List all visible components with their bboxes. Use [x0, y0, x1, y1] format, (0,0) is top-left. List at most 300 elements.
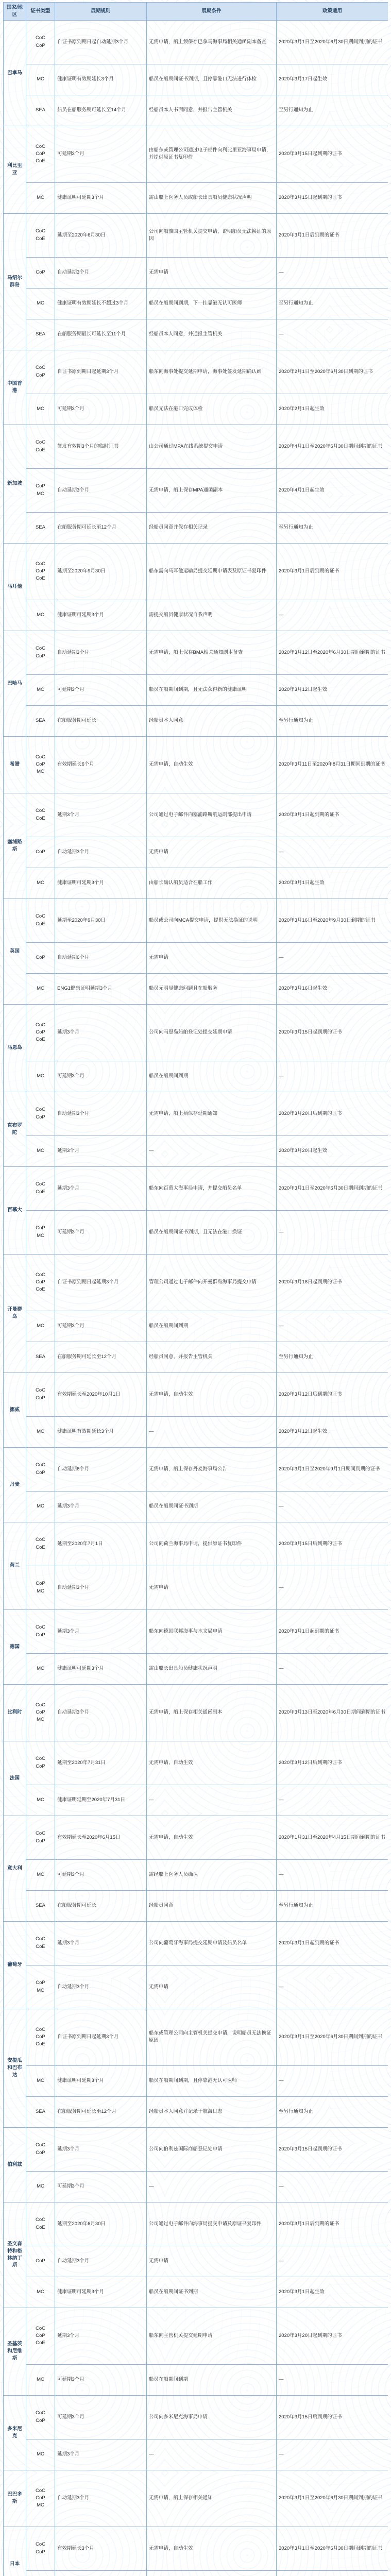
table-row [4, 468, 388, 512]
cert-type-cell [26, 631, 55, 674]
condition-cell: 无需申请，船上保存丹麦海事局公告 [147, 1447, 277, 1491]
header-condition: 展期条件 [147, 3, 277, 21]
table-row [4, 2308, 388, 2364]
table-row [4, 1653, 388, 1684]
condition-cell: 无需申请，船上须保存巴拿马海事局相关通函副本备查 [147, 20, 277, 64]
rule-cell: 健康证明有效期延长3个月 [55, 1416, 147, 1447]
condition-cell: 船员在船期间证书到期 [147, 2277, 277, 2308]
table-row [4, 1859, 388, 1890]
table-row [4, 1061, 388, 1092]
rule-cell: 可延期3个月 [55, 394, 147, 425]
table-row [4, 1447, 388, 1491]
condition-cell: 船员无明显健康问题且在船服务 [147, 973, 277, 1004]
policy-cell: 2020年3月16日至2020年9月30日到期的证书 [277, 899, 388, 942]
rule-cell: 可延期3个月 [55, 126, 147, 182]
cert-type-cell [26, 182, 55, 213]
policy-cell: — [277, 1311, 388, 1342]
cert-type: SEA [35, 2108, 45, 2114]
table-row [4, 2527, 388, 2570]
rule-cell: 健康证明延期至2020年7月31日 [55, 1785, 147, 1816]
table-row [4, 2277, 388, 2308]
table-row [4, 257, 388, 288]
condition-cell: 公司向荷兰海事局申请，提供原证书复印件 [147, 1522, 277, 1566]
cert-type: MC [37, 1717, 44, 1723]
cert-type: MC [37, 1871, 44, 1877]
condition-cell: 公司向船旗国主管机关提交申请，说明船员无法换证的原因 [147, 213, 277, 257]
cert-type: CoP [36, 954, 45, 960]
rule-cell: 在船服务期可延长 [55, 1890, 147, 1921]
cert-type-cell [26, 2527, 55, 2570]
rule-cell: 自动延期6个月 [55, 942, 147, 973]
condition-cell: 船员或公司向MCA提交申请，提供无法换证的说明 [147, 899, 277, 942]
table-row [4, 2246, 388, 2277]
cert-type: CoP [36, 1029, 45, 1035]
cert-type: CoP [36, 269, 45, 275]
cert-type-cell [26, 350, 55, 394]
cert-type-cell [26, 1254, 55, 1311]
rule-cell: 延期3个月 [55, 2308, 147, 2364]
rule-cell: 健康证明可延期3个月 [55, 2277, 147, 2308]
condition-cell: 船东或管理公司向主管机关提交申请，说明船员无法换证原因 [147, 2009, 277, 2065]
condition-cell: 公司通过电子邮件向塞浦路斯航运副部提出申请 [147, 793, 277, 837]
cert-type: CoP [36, 849, 45, 855]
table-row [4, 95, 388, 126]
policy-cell: — [277, 1061, 388, 1092]
rule-cell: 可延期3个月 [55, 1061, 147, 1092]
cert-type: CoE [36, 2041, 45, 2047]
cert-type: CoC [35, 1756, 45, 1762]
condition-cell [147, 2570, 277, 2576]
cert-type: CoC [35, 1272, 45, 1278]
policy-cell: — [277, 2171, 388, 2202]
cert-type: CoC [35, 35, 45, 41]
condition-cell: 由船长确认船员适合在船工作 [147, 868, 277, 899]
cert-type-cell [26, 1684, 55, 1741]
rule-cell: 延期3个月 [55, 1491, 147, 1522]
table-row [4, 736, 388, 793]
condition-cell: 船员在船期间到期 [147, 1061, 277, 1092]
policy-cell: — [277, 1859, 388, 1890]
cert-type-cell [26, 973, 55, 1004]
cert-type-cell [26, 126, 55, 182]
table-row [4, 543, 388, 600]
rule-cell: 健康证明可延期3个月 [55, 182, 147, 213]
rule-cell: 可延期3个月 [55, 2395, 147, 2439]
cert-type: CoC [35, 754, 45, 760]
condition-cell: 无需申请，船上保存相关通知 [147, 2470, 277, 2527]
cert-type-cell [26, 2246, 55, 2277]
condition-cell: 无需申请 [147, 257, 277, 288]
table-row [4, 1372, 388, 1416]
cert-type: CoP [36, 2258, 45, 2264]
rule-cell: 延期至2020年6月30日 [55, 213, 147, 257]
cert-type: MC [37, 2376, 44, 2382]
cert-type: SEA [35, 331, 45, 337]
country-cell: 葡萄牙 [4, 1921, 26, 2009]
condition-cell: 无需申请，船上保存相关通函副本 [147, 1684, 277, 1741]
table-row [4, 182, 388, 213]
table-row [4, 705, 388, 736]
cert-type-cell [26, 600, 55, 631]
rule-cell: 延期至2020年7月1日 [55, 1522, 147, 1566]
cert-type: CoE [36, 1037, 45, 1043]
condition-cell: 无需申请，自动生效 [147, 2527, 277, 2570]
cert-type-cell [26, 1859, 55, 1890]
cert-type-cell [26, 868, 55, 899]
rule-cell: 自动延期3个月 [55, 1965, 147, 2009]
cert-type-cell [26, 1136, 55, 1166]
table-row [4, 1890, 388, 1921]
table-row [4, 1816, 388, 1859]
condition-cell: 无需申请，船上保存MPA通函副本 [147, 468, 277, 512]
rule-cell: 自动延期3个月 [55, 257, 147, 288]
cert-type: CoC [35, 439, 45, 446]
country-cell: 法国 [4, 1741, 26, 1816]
rule-cell: 延期3个月 [55, 1921, 147, 1965]
cert-type-cell [26, 2277, 55, 2308]
condition-cell: 无需申请 [147, 1965, 277, 2009]
cert-type-cell [26, 1061, 55, 1092]
cert-type: MC [37, 1323, 44, 1329]
policy-cell: 2020年3月1日至2020年6月30日期间到期的证书 [277, 2009, 388, 2065]
cert-type: CoP [36, 761, 45, 767]
cert-type: MC [37, 194, 44, 200]
country-cell: 圣文森特和格林纳丁斯 [4, 2202, 26, 2308]
rule-cell: 自证书原到期日起延期3个月 [55, 1254, 147, 1311]
condition-cell: 船员在船期间到期，下一挂靠港无认可医师 [147, 288, 277, 319]
policy-cell: 2020年3月1日起生效 [277, 2277, 388, 2308]
condition-cell: 无需申请，自动生效 [147, 1816, 277, 1859]
cert-type: CoC [35, 913, 45, 920]
rule-cell: 健康证明有效期延长3个月 [55, 64, 147, 95]
table-row [4, 1684, 388, 1741]
table-row [4, 1136, 388, 1166]
cert-type: MC [37, 2289, 44, 2295]
condition-cell: 需经船上医务人员确认 [147, 1859, 277, 1890]
rule-cell: 健康证明可延期3个月 [55, 868, 147, 899]
table-row [4, 2439, 388, 2470]
country-cell: 新加坡 [4, 425, 26, 543]
condition-cell: 公司向伯利兹国际商船登记处申请 [147, 2127, 277, 2171]
cert-type: CoP [36, 2033, 45, 2040]
rule-cell: 自动延期3个月 [55, 2470, 147, 2527]
cert-type: MC [37, 686, 44, 692]
cert-type-cell [26, 288, 55, 319]
rule-cell: 在船服务期可延长至12个月 [55, 2096, 147, 2127]
cert-type: MC [37, 1232, 44, 1239]
table-row [4, 425, 388, 468]
cert-type-cell [26, 2171, 55, 2202]
cert-type-cell [26, 2127, 55, 2171]
rule-cell: 签发有效期3个月的临时证书 [55, 425, 147, 468]
condition-cell: 公司向葡萄牙海事局提交延期申请及船员名单 [147, 1921, 277, 1965]
policy-cell: — [277, 257, 388, 288]
country-cell: 巴哈马 [4, 631, 26, 736]
country-cell: 挪威 [4, 1372, 26, 1447]
cert-type: CoE [36, 1943, 45, 1950]
policy-cell: 2020年3月20日后到期的证书 [277, 1092, 388, 1136]
cert-type: CoE [36, 158, 45, 164]
cert-type-cell [26, 1609, 55, 1653]
cert-type: CoC [35, 1936, 45, 1942]
cert-type-cell [26, 1004, 55, 1061]
condition-cell: 经船员本人书面同意，并报告主管机关 [147, 95, 277, 126]
country-cell: 百慕大 [4, 1166, 26, 1254]
cert-type-cell [26, 319, 55, 350]
table-row [4, 1566, 388, 1609]
rule-cell [55, 2570, 147, 2576]
rule-cell: 自动延期3个月 [55, 1566, 147, 1609]
condition-cell: — [147, 2171, 277, 2202]
rule-cell: 健康证明可延期3个月 [55, 600, 147, 631]
header-rule: 展期规则 [55, 3, 147, 21]
rule-cell: 健康证明可延期3个月 [55, 2065, 147, 2096]
cert-type: CoE [36, 235, 45, 242]
cert-type: MC [37, 769, 44, 775]
rule-cell: 自证书原到期日起延期3个月 [55, 350, 147, 394]
rule-cell: 延期至2020年9月30日 [55, 543, 147, 600]
table-row [4, 64, 388, 95]
cert-type: CoC [35, 1462, 45, 1468]
policy-cell: 2020年3月1日至2020年9月1日期间到期的证书 [277, 1447, 388, 1491]
cert-type: CoC [35, 1181, 45, 1188]
condition-cell: 需由船长出具船员健康状况声明 [147, 1653, 277, 1684]
cert-type-cell [26, 257, 55, 288]
condition-cell: 公司通过电子邮件向海事局提交申请及原证书复印件 [147, 2202, 277, 2246]
cert-type: CoC [35, 2487, 45, 2494]
cert-type: MC [37, 2451, 44, 2457]
header-country: 国家/地区 [4, 3, 26, 21]
table-row [4, 2096, 388, 2127]
policy-cell: — [277, 1965, 388, 2009]
condition-cell: 经船员本人同意 [147, 705, 277, 736]
cert-type: CoC [35, 1387, 45, 1394]
cert-type: MC [37, 300, 44, 306]
header-cert-type: 证书类型 [26, 3, 55, 21]
table-row [4, 674, 388, 705]
cert-type: CoE [36, 575, 45, 582]
rule-cell: 延期至2020年7月31日 [55, 1741, 147, 1785]
cert-type: CoE [36, 921, 45, 927]
cert-type-cell [26, 1372, 55, 1416]
cert-type: MC [37, 1797, 44, 1803]
rule-cell: 自证书原到期日起延期3个月 [55, 2009, 147, 2065]
country-cell: 英国 [4, 899, 26, 1004]
cert-type: CoE [36, 1189, 45, 1195]
condition-cell: 船东向主管机关提交延期申请 [147, 2308, 277, 2364]
table-row [4, 2009, 388, 2065]
policy-cell: 2020年4月1日起生效 [277, 468, 388, 512]
condition-cell: — [147, 2439, 277, 2470]
policy-cell: — [277, 2246, 388, 2277]
rule-cell: 自动延期3个月 [55, 2246, 147, 2277]
cert-type-cell [26, 1092, 55, 1136]
policy-cell: 2020年3月12日起生效 [277, 674, 388, 705]
cert-type-cell [26, 1653, 55, 1684]
cert-type: SEA [35, 1353, 45, 1360]
country-cell: 安提瓜和巴布达 [4, 2009, 26, 2127]
condition-cell: 公司向多米尼克海事局申请 [147, 2395, 277, 2439]
cert-type: CoP [36, 2332, 45, 2338]
policy-cell: 2020年3月1日至2020年6月30日期间到期的证书 [277, 2527, 388, 2570]
condition-cell: 船东向海事处提交延期申请，海事处签发延期确认函 [147, 350, 277, 394]
policy-cell: 2020年3月15日起到期的证书 [277, 1004, 388, 1061]
cert-type: CoC [35, 561, 45, 567]
cert-type: CoE [36, 447, 45, 453]
policy-cell: 至另行通知为止 [277, 1342, 388, 1372]
cert-type: CoP [36, 1225, 45, 1231]
condition-cell: 需提交船员健康状况自我声明 [147, 600, 277, 631]
policy-cell: 至另行通知为止 [277, 2096, 388, 2127]
cert-type: CoC [35, 2325, 45, 2331]
table-row [4, 1785, 388, 1816]
cert-type: CoC [35, 2217, 45, 2223]
condition-cell: — [147, 1416, 277, 1447]
policy-cell: 2020年2月1日起生效 [277, 394, 388, 425]
policy-cell: 2020年3月1日至2020年6月30日期间到期的证书 [277, 20, 388, 64]
country-cell: 中国香港 [4, 350, 26, 425]
cert-type-cell [26, 64, 55, 95]
cert-type: CoE [36, 1544, 45, 1550]
cert-type: CoP [36, 150, 45, 157]
rule-cell: 自动延期3个月 [55, 1092, 147, 1136]
cert-type: CoP [36, 2149, 45, 2156]
rule-cell: 可延期3个月 [55, 2364, 147, 2395]
cert-type-cell [26, 1342, 55, 1372]
cert-type: CoE [36, 815, 45, 821]
table-row [4, 973, 388, 1004]
cert-type-cell [26, 2439, 55, 2470]
condition-cell: 无需申请 [147, 837, 277, 868]
condition-cell: 无需申请 [147, 942, 277, 973]
policy-cell: 至另行通知为止 [277, 705, 388, 736]
cert-type-cell [26, 2009, 55, 2065]
cert-type-cell [26, 95, 55, 126]
condition-cell: 由船东或管理公司通过电子邮件向利比里亚海事局申请，并提供原证书复印件 [147, 126, 277, 182]
cert-type: MC [37, 612, 44, 618]
cert-type-cell [26, 512, 55, 543]
country-cell: 伯利兹 [4, 2127, 26, 2202]
country-cell: 多米尼克 [4, 2395, 26, 2470]
policy-cell: — [277, 837, 388, 868]
condition-cell: 船员无法在港口完成体检 [147, 394, 277, 425]
cert-type: MC [37, 879, 44, 886]
policy-cell: — [277, 1566, 388, 1609]
table-container [3, 2, 388, 2576]
policy-cell: 2020年3月12日后到期的证书 [277, 1372, 388, 1416]
table-row [4, 2395, 388, 2439]
condition-cell: 经船员同意 [147, 1890, 277, 1921]
cert-type: CoC [35, 2410, 45, 2416]
policy-cell: 2020年3月15日起到期的证书 [277, 126, 388, 182]
rule-cell: 延期3个月 [55, 2127, 147, 2171]
rule-cell: 健康证明可延期3个月 [55, 1653, 147, 1684]
table-row [4, 1522, 388, 1566]
condition-cell: 船员在船期间到期，且停靠港无认可医师 [147, 2065, 277, 2096]
cert-type-cell [26, 2308, 55, 2364]
cert-type-cell [26, 837, 55, 868]
policy-cell: — [277, 1491, 388, 1522]
rule-cell: 可延期3个月 [55, 1210, 147, 1254]
cert-type: MC [37, 2502, 44, 2509]
rule-cell: 有效期延长3个月 [55, 2527, 147, 2570]
cert-type: SEA [35, 107, 45, 113]
table-row [4, 319, 388, 350]
rule-cell: 在船服务期可延长 [55, 705, 147, 736]
cert-type: MC [37, 76, 44, 82]
cert-type: CoP [36, 2417, 45, 2424]
cert-type: CoP [36, 42, 45, 48]
cert-type-cell [26, 2470, 55, 2527]
cert-type: CoC [35, 1022, 45, 1028]
cert-type: CoE [36, 2340, 45, 2346]
cert-type-cell [26, 2364, 55, 2395]
rule-cell: 延期3个月 [55, 1004, 147, 1061]
rule-cell: 自动延期3个月 [55, 1684, 147, 1741]
rule-cell: 有效期延长至2020年6月15日 [55, 1816, 147, 1859]
rule-cell: 可延期3个月 [55, 2171, 147, 2202]
cert-type: CoE [36, 1286, 45, 1293]
country-cell: 丹麦 [4, 1447, 26, 1522]
table-row [4, 600, 388, 631]
policy-cell: 2020年3月15日后到期的证书 [277, 1522, 388, 1566]
cert-type-cell [26, 2570, 55, 2576]
country-cell: 巴拿马 [4, 20, 26, 126]
country-cell: 圣基茨和尼维斯 [4, 2308, 26, 2395]
cert-type-cell [26, 20, 55, 64]
table-row [4, 1166, 388, 1210]
rule-cell: 在船服务期可延长至12个月 [55, 1342, 147, 1372]
rule-cell: 自动延期3个月 [55, 837, 147, 868]
certificate-extension-table [3, 2, 388, 2576]
rule-cell: 船员在船服务期可延长至14个月 [55, 95, 147, 126]
condition-cell: 经船员本人同意并记录于航海日志 [147, 2096, 277, 2127]
cert-type-cell [26, 1210, 55, 1254]
country-cell: 日本 [4, 2527, 26, 2576]
table-row [4, 1210, 388, 1254]
cert-type-cell [26, 2395, 55, 2439]
cert-type: CoC [35, 228, 45, 234]
country-cell: 马恩岛 [4, 1004, 26, 1092]
cert-type-cell [26, 2096, 55, 2127]
policy-cell: 2020年3月1日起生效 [277, 868, 388, 899]
table-row [4, 2470, 388, 2527]
cert-type: CoC [35, 646, 45, 652]
country-cell: 塞浦路斯 [4, 793, 26, 899]
policy-cell: — [277, 1653, 388, 1684]
rule-cell: 延期3个月 [55, 2439, 147, 2470]
policy-cell: 2020年2月1日至2020年6月30日到期的证书 [277, 350, 388, 394]
policy-cell: — [277, 2439, 388, 2470]
cert-type-cell [26, 1741, 55, 1785]
cert-type: SEA [35, 717, 45, 723]
table-row [4, 288, 388, 319]
country-cell: 荷兰 [4, 1522, 26, 1609]
cert-type: CoC [35, 1624, 45, 1631]
condition-cell: 经船员同意，并报告主管机关 [147, 1342, 277, 1372]
table-row [4, 1254, 388, 1311]
policy-cell: 至另行通知为止 [277, 288, 388, 319]
cert-type: MC [37, 1147, 44, 1154]
cert-type-cell [26, 425, 55, 468]
cert-type: CoC [35, 2026, 45, 2032]
cert-type: CoP [36, 1632, 45, 1638]
cert-type-cell [26, 1311, 55, 1342]
table-row [4, 899, 388, 942]
condition-cell: 由公司通过MPA在线系统提交申请 [147, 425, 277, 468]
rule-cell: 可延期3个月 [55, 1859, 147, 1890]
country-cell: 希腊 [4, 736, 26, 793]
